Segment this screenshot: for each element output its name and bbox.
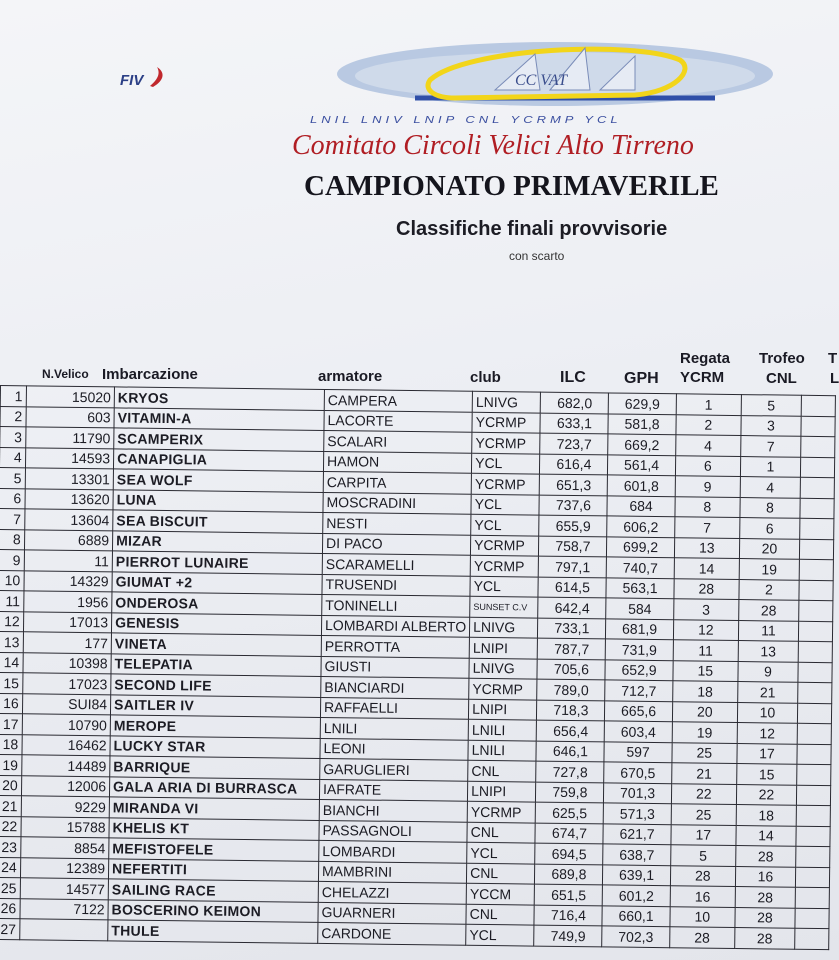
sail-number: 12389 [20, 857, 109, 879]
sail-number: 14593 [25, 447, 114, 469]
gph-rating: 606,2 [607, 516, 674, 537]
owner-name: RAFFAELLI [320, 697, 468, 719]
regata-ycrm-rank: 21 [671, 763, 737, 784]
owner-name: PASSAGNOLI [319, 820, 467, 842]
trofeo-cnl-rank: 14 [736, 825, 796, 846]
owner-name: BIANCHI [319, 799, 467, 821]
boat-name: MEFISTOFELE [109, 838, 319, 861]
row-position: 20 [0, 775, 21, 796]
ilc-rating: 705,6 [537, 659, 605, 680]
club-code: LNIPI [469, 637, 537, 658]
sail-number [19, 919, 108, 941]
owner-name: GIUSTI [321, 656, 469, 678]
owner-name: SCALARI [324, 430, 472, 452]
col-header-extra: T [828, 350, 838, 367]
club-code: YCRMP [469, 678, 537, 699]
regata-ycrm-rank: 20 [672, 701, 738, 722]
row-position: 7 [0, 508, 25, 529]
boat-name: ONDEROSA [112, 592, 322, 615]
row-position: 16 [0, 693, 22, 714]
extra-column-cell [801, 395, 835, 416]
boat-name: KRYOS [114, 387, 324, 410]
ilc-rating: 625,5 [535, 802, 603, 823]
owner-name: NESTI [323, 512, 471, 534]
gph-rating: 639,1 [603, 864, 670, 885]
boat-name: BOSCERINO KEIMON [108, 899, 318, 922]
ilc-rating: 656,4 [536, 720, 604, 741]
sail-number: 7122 [20, 898, 109, 920]
ilc-rating: 674,7 [535, 823, 603, 844]
col-header-armatore: armatore [318, 368, 383, 385]
sail-number: 10790 [22, 714, 111, 736]
regata-ycrm-rank: 28 [670, 865, 736, 886]
col-header-n-velico: N.Velico [42, 367, 89, 381]
extra-column-cell [796, 805, 830, 826]
sail-number: 177 [23, 632, 112, 654]
ccvat-logo [335, 40, 775, 108]
boat-name: KHELIS KT [109, 817, 319, 840]
sail-number: 11 [24, 550, 113, 572]
owner-name: TONINELLI [322, 594, 470, 616]
trofeo-cnl-rank: 1 [740, 456, 800, 477]
trofeo-cnl-rank: 2 [739, 579, 799, 600]
gph-rating: 601,2 [603, 885, 670, 906]
col-header-cnl: CNL [766, 370, 797, 387]
boat-name: NEFERTITI [108, 858, 318, 881]
club-code: YCRMP [470, 555, 538, 576]
ilc-rating: 646,1 [536, 741, 604, 762]
gph-rating: 699,2 [607, 536, 674, 557]
club-code: LNIPI [469, 699, 537, 720]
owner-name: CARDONE [318, 922, 466, 944]
boat-name: SAILING RACE [108, 879, 318, 902]
clubs-line: LNIL LNIV LNIP CNL YCRMP YCL [310, 113, 622, 126]
row-position: 9 [0, 549, 24, 570]
gph-rating: 740,7 [607, 557, 674, 578]
ilc-rating: 651,5 [534, 884, 602, 905]
boat-name: VINETA [111, 633, 321, 656]
col-header-imbarcazione: Imbarcazione [102, 366, 198, 383]
boat-name: SAITLER IV [110, 694, 320, 717]
extra-column-cell [798, 682, 832, 703]
trofeo-cnl-rank: 28 [739, 600, 799, 621]
gph-rating: 712,7 [605, 680, 672, 701]
club-code: SUNSET C.V [470, 596, 538, 617]
trofeo-cnl-rank: 5 [741, 395, 801, 416]
regata-ycrm-rank: 19 [672, 722, 738, 743]
club-code: LNIVG [472, 391, 540, 412]
club-code: CNL [467, 863, 535, 884]
club-code: CNL [468, 760, 536, 781]
ilc-rating: 682,0 [540, 392, 608, 413]
classifiche-subtitle: Classifiche finali provvisorie [396, 218, 668, 240]
boat-name: MIZAR [112, 530, 322, 553]
sail-number: 6889 [24, 529, 113, 551]
gph-rating: 603,4 [605, 721, 672, 742]
row-position: 26 [0, 898, 20, 919]
extra-column-cell [800, 498, 834, 519]
club-code: YCL [467, 842, 535, 863]
sail-number: 15020 [26, 386, 115, 408]
trofeo-cnl-rank: 17 [737, 743, 797, 764]
sail-number: 10398 [23, 652, 112, 674]
row-position: 18 [0, 734, 22, 755]
club-code: CNL [466, 904, 534, 925]
regata-ycrm-rank: 5 [670, 845, 736, 866]
club-code: YCL [470, 576, 538, 597]
extra-column-cell [795, 908, 829, 929]
regata-ycrm-rank: 18 [672, 681, 738, 702]
trofeo-cnl-rank: 16 [735, 866, 795, 887]
club-code: YCL [466, 924, 534, 945]
owner-name: HAMON [323, 451, 471, 473]
regata-ycrm-rank: 3 [673, 599, 739, 620]
regata-ycrm-rank: 11 [673, 640, 739, 661]
con-scarto-note: con scarto [509, 249, 565, 263]
gph-rating: 581,8 [608, 413, 675, 434]
extra-column-cell [796, 826, 830, 847]
ilc-rating: 789,0 [537, 679, 605, 700]
ilc-rating: 614,5 [538, 577, 606, 598]
regata-ycrm-rank: 14 [674, 558, 740, 579]
extra-column-cell [799, 580, 833, 601]
extra-column-cell [799, 539, 833, 560]
trofeo-cnl-rank: 13 [738, 641, 798, 662]
owner-name: BIANCIARDI [321, 676, 469, 698]
gph-rating: 561,4 [608, 454, 675, 475]
boat-name: MIRANDA VI [109, 797, 319, 820]
trofeo-cnl-rank: 7 [741, 436, 801, 457]
owner-name: CHELAZZI [318, 881, 466, 903]
sail-number: 12006 [21, 775, 110, 797]
sail-number: 1956 [23, 591, 112, 613]
sail-number: 13301 [25, 468, 114, 490]
owner-name: GARUGLIERI [320, 758, 468, 780]
extra-column-cell [799, 600, 833, 621]
trofeo-cnl-rank: 21 [738, 682, 798, 703]
owner-name: LEONI [320, 738, 468, 760]
regata-ycrm-rank: 9 [675, 476, 741, 497]
gph-rating: 601,8 [608, 475, 675, 496]
sail-number: 8854 [20, 837, 109, 859]
regata-ycrm-rank: 1 [676, 394, 742, 415]
boat-name: VITAMIN-A [114, 407, 324, 430]
trofeo-cnl-rank: 28 [735, 887, 795, 908]
club-code: LNIVG [470, 617, 538, 638]
regata-ycrm-rank: 8 [675, 496, 741, 517]
col-header-ilc: ILC [560, 369, 586, 386]
ilc-rating: 616,4 [540, 454, 608, 475]
row-position: 14 [0, 652, 23, 673]
row-position: 17 [0, 713, 22, 734]
boat-name: GALA ARIA DI BURRASCA [109, 776, 319, 799]
regata-ycrm-rank: 13 [674, 537, 740, 558]
regata-ycrm-rank: 2 [676, 414, 742, 435]
row-position: 19 [0, 754, 22, 775]
owner-name: SCARAMELLI [322, 553, 470, 575]
trofeo-cnl-rank: 28 [735, 907, 795, 928]
sail-number: 17013 [23, 611, 112, 633]
gph-rating: 571,3 [604, 803, 671, 824]
owner-name: TRUSENDI [322, 574, 470, 596]
boat-name: THULE [108, 920, 318, 943]
row-position: 1 [0, 386, 26, 407]
regata-ycrm-rank: 17 [671, 824, 737, 845]
club-code: YCL [471, 494, 539, 515]
ilc-rating: 633,1 [540, 413, 608, 434]
regata-ycrm-rank: 4 [675, 435, 741, 456]
regata-ycrm-rank: 28 [674, 578, 740, 599]
col-header-trofeo: Trofeo [759, 350, 805, 367]
club-code: YCRMP [471, 473, 539, 494]
owner-name: IAFRATE [319, 779, 467, 801]
results-table [0, 385, 836, 950]
extra-column-cell [795, 887, 829, 908]
boat-name: TELEPATIA [111, 653, 321, 676]
sail-number: 13620 [25, 488, 114, 510]
owner-name: GUARNERI [318, 902, 466, 924]
trofeo-cnl-rank: 22 [736, 784, 796, 805]
club-code: YCRMP [472, 432, 540, 453]
sail-number: 9229 [21, 796, 110, 818]
ilc-rating: 655,9 [539, 515, 607, 536]
results-body [0, 386, 835, 950]
club-code: YCRMP [472, 412, 540, 433]
owner-name: CAMPERA [324, 389, 472, 411]
trofeo-cnl-rank: 11 [738, 620, 798, 641]
regata-ycrm-rank: 15 [673, 660, 739, 681]
extra-column-cell [801, 416, 835, 437]
row-position: 27 [0, 918, 20, 939]
sail-number: 11790 [25, 427, 114, 449]
extra-column-cell [800, 457, 834, 478]
trofeo-cnl-rank: 28 [736, 846, 796, 867]
sail-number: 13604 [24, 509, 113, 531]
club-code: LNIVG [469, 658, 537, 679]
row-position: 5 [0, 467, 25, 488]
ilc-rating: 642,4 [538, 597, 606, 618]
boat-name: LUCKY STAR [110, 735, 320, 758]
trofeo-cnl-rank: 19 [739, 559, 799, 580]
regata-ycrm-rank: 6 [675, 455, 741, 476]
boat-name: SCAMPERIX [114, 428, 324, 451]
extra-column-cell [797, 703, 831, 724]
trofeo-cnl-rank: 8 [740, 497, 800, 518]
trofeo-cnl-rank: 12 [737, 723, 797, 744]
row-position: 8 [0, 529, 24, 550]
sail-number: 17023 [22, 673, 111, 695]
trofeo-cnl-rank: 9 [738, 661, 798, 682]
gph-rating: 670,5 [604, 762, 671, 783]
ilc-rating: 797,1 [538, 556, 606, 577]
ilc-rating: 694,5 [535, 843, 603, 864]
boat-name: LUNA [113, 489, 323, 512]
club-code: LNIPI [468, 781, 536, 802]
owner-name: DI PACO [322, 533, 470, 555]
gph-rating: 684 [607, 495, 674, 516]
owner-name: LNILI [320, 717, 468, 739]
ilc-rating: 737,6 [539, 495, 607, 516]
sail-number: 16462 [22, 734, 111, 756]
gph-rating: 669,2 [608, 434, 675, 455]
extra-column-cell [800, 477, 834, 498]
row-position: 13 [0, 631, 23, 652]
extra-column-cell [796, 785, 830, 806]
club-code: YCCM [466, 883, 534, 904]
regata-ycrm-rank: 25 [671, 804, 737, 825]
fiv-logo-text: FIV [120, 72, 144, 89]
regata-ycrm-rank: 22 [671, 783, 737, 804]
sail-number: 14577 [20, 878, 109, 900]
sail-number: SUI84 [22, 693, 111, 715]
row-position: 21 [0, 795, 21, 816]
extra-column-cell [798, 621, 832, 642]
regata-ycrm-rank: 25 [672, 742, 738, 763]
gph-rating: 652,9 [605, 659, 672, 680]
row-position: 15 [0, 672, 23, 693]
ilc-rating: 716,4 [534, 905, 602, 926]
boat-name: SEA WOLF [113, 469, 323, 492]
regata-ycrm-rank: 12 [673, 619, 739, 640]
trofeo-cnl-rank: 6 [740, 518, 800, 539]
col-header-club: club [470, 369, 501, 386]
gph-rating: 681,9 [606, 618, 673, 639]
row-position: 25 [0, 877, 20, 898]
owner-name: LOMBARDI [319, 840, 467, 862]
gph-rating: 621,7 [603, 823, 670, 844]
trofeo-cnl-rank: 28 [735, 928, 795, 949]
ilc-rating: 727,8 [536, 761, 604, 782]
club-code: YCL [472, 453, 540, 474]
boat-name: GENESIS [111, 612, 321, 635]
owner-name: LOMBARDI ALBERTO [321, 615, 469, 637]
extra-column-cell [798, 662, 832, 683]
regata-ycrm-rank: 10 [670, 906, 736, 927]
comitato-title: Comitato Circoli Velici Alto Tirreno [292, 130, 694, 161]
boat-name: GIUMAT +2 [112, 571, 322, 594]
row-position: 3 [0, 427, 26, 448]
boat-name: CANAPIGLIA [113, 448, 323, 471]
owner-name: MAMBRINI [318, 861, 466, 883]
trofeo-cnl-rank: 3 [741, 415, 801, 436]
gph-rating: 660,1 [602, 905, 669, 926]
gph-rating: 629,9 [609, 393, 676, 414]
trofeo-cnl-rank: 20 [739, 538, 799, 559]
extra-column-cell [801, 436, 835, 457]
regata-ycrm-rank: 16 [670, 886, 736, 907]
ilc-rating: 651,3 [539, 474, 607, 495]
row-position: 24 [0, 857, 20, 878]
extra-column-cell [795, 928, 829, 949]
club-code: YCRMP [467, 801, 535, 822]
gph-rating: 638,7 [603, 844, 670, 865]
gph-rating: 597 [604, 741, 671, 762]
club-code: CNL [467, 822, 535, 843]
row-position: 4 [0, 447, 25, 468]
sail-number: 603 [26, 406, 115, 428]
ilc-rating: 787,7 [537, 638, 605, 659]
owner-name: LACORTE [324, 410, 472, 432]
owner-name: CARPITA [323, 471, 471, 493]
gph-rating: 731,9 [606, 639, 673, 660]
gph-rating: 665,6 [605, 700, 672, 721]
extra-column-cell [799, 559, 833, 580]
club-code: YCL [471, 514, 539, 535]
ilc-rating: 749,9 [534, 925, 602, 946]
extra-column-cell [795, 867, 829, 888]
boat-name: PIERROT LUNAIRE [112, 551, 322, 574]
club-code: LNILI [468, 740, 536, 761]
row-position: 12 [0, 611, 23, 632]
sail-number: 14489 [21, 755, 110, 777]
ilc-rating: 733,1 [538, 618, 606, 639]
owner-name: PERROTTA [321, 635, 469, 657]
sail-number: 14329 [24, 570, 113, 592]
trofeo-cnl-rank: 18 [736, 805, 796, 826]
club-code: LNILI [468, 719, 536, 740]
extra-column-cell [797, 744, 831, 765]
extra-column-cell [797, 764, 831, 785]
extra-column-cell [796, 846, 830, 867]
campionato-title: CAMPIONATO PRIMAVERILE [304, 170, 719, 202]
trofeo-cnl-rank: 4 [740, 477, 800, 498]
row-position: 11 [0, 590, 24, 611]
sail-number: 15788 [21, 816, 110, 838]
fiv-wave-icon [147, 66, 167, 88]
extra-column-cell [797, 723, 831, 744]
regata-ycrm-rank: 28 [669, 927, 735, 948]
col-header-extra-2: L [830, 370, 839, 387]
trofeo-cnl-rank: 15 [737, 764, 797, 785]
ilc-rating: 758,7 [539, 536, 607, 557]
ilc-rating: 759,8 [536, 782, 604, 803]
gph-rating: 584 [606, 598, 673, 619]
ilc-rating: 723,7 [540, 433, 608, 454]
owner-name: MOSCRADINI [323, 492, 471, 514]
row-position: 22 [0, 816, 21, 837]
col-header-gph: GPH [624, 370, 659, 387]
regata-ycrm-rank: 7 [674, 517, 740, 538]
boat-name: SECOND LIFE [111, 674, 321, 697]
col-header-regata: Regata [680, 350, 731, 367]
boat-name: BARRIQUE [110, 756, 320, 779]
row-position: 6 [0, 488, 25, 509]
extra-column-cell [800, 518, 834, 539]
gph-rating: 702,3 [602, 926, 669, 947]
logo-text: CC VAT [515, 72, 568, 89]
gph-rating: 563,1 [606, 577, 673, 598]
boat-name: SEA BISCUIT [113, 510, 323, 533]
boat-name: MEROPE [110, 715, 320, 738]
ilc-rating: 689,8 [535, 864, 603, 885]
club-code: YCRMP [471, 535, 539, 556]
extra-column-cell [798, 641, 832, 662]
row-position: 23 [0, 836, 21, 857]
row-position: 2 [0, 406, 26, 427]
row-position: 10 [0, 570, 24, 591]
gph-rating: 701,3 [604, 782, 671, 803]
col-header-ycrm: YCRM [680, 369, 725, 386]
ilc-rating: 718,3 [537, 700, 605, 721]
trofeo-cnl-rank: 10 [737, 702, 797, 723]
